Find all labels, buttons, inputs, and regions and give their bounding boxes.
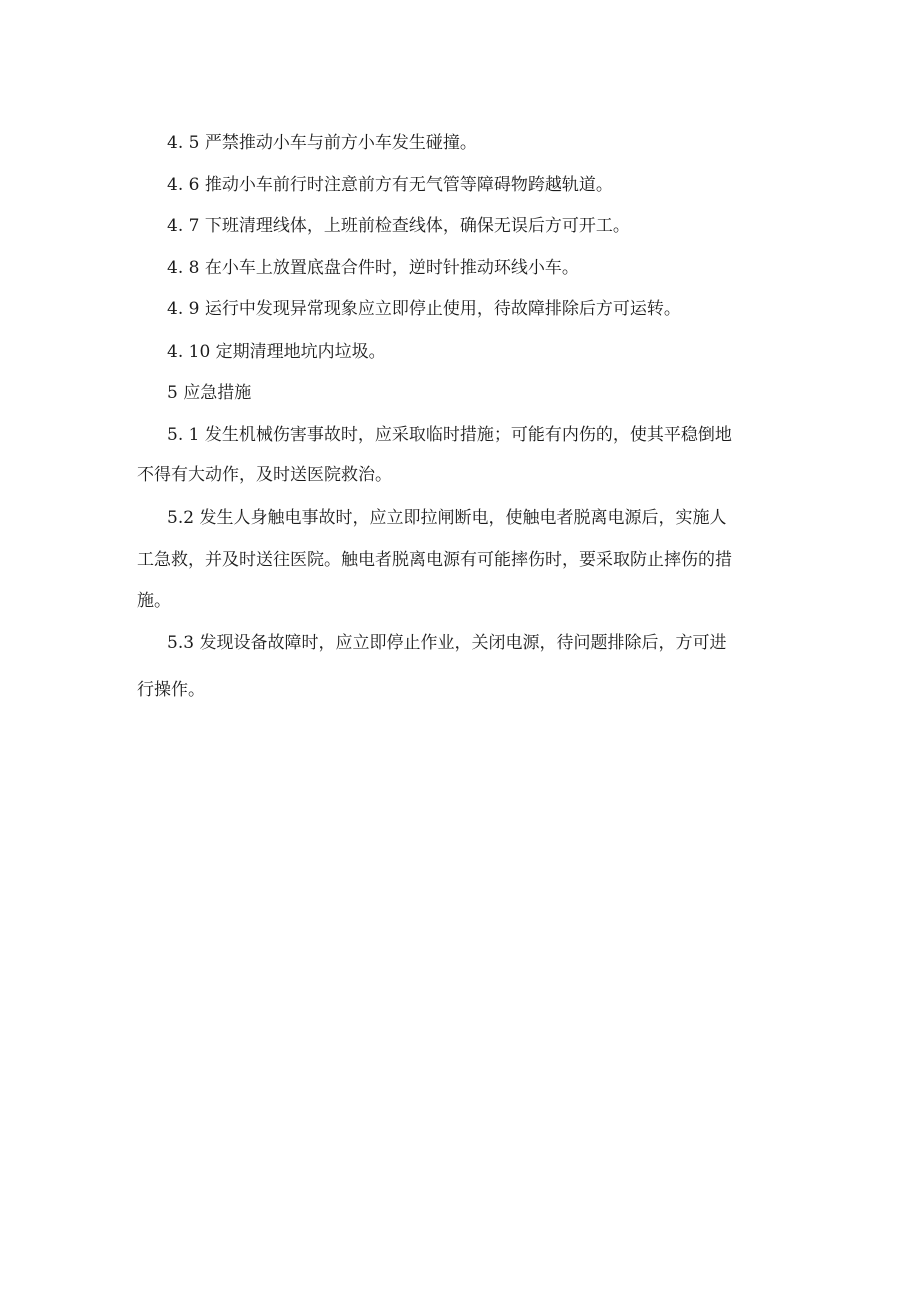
item-5-3-line-1: 5.3 发现设备故障时，应立即停止作业，关闭电源，待问题排除后，方可进 — [167, 633, 727, 653]
item-5-2-line-2: 工急救，并及时送往医院。触电者脱离电源有可能摔伤时，要采取防止摔伤的措 — [137, 550, 732, 570]
item-5-1-line-1: 5. 1 发生机械伤害事故时，应采取临时措施；可能有内伤的，使其平稳倒地 — [167, 425, 732, 445]
item-4-10: 4. 10 定期清理地坑内垃圾。 — [167, 342, 386, 362]
section-heading-5: 5 应急措施 — [167, 383, 252, 403]
item-4-5: 4. 5 严禁推动小车与前方小车发生碰撞。 — [167, 133, 477, 153]
item-4-8: 4. 8 在小车上放置底盘合件时，逆时针推动环线小车。 — [167, 258, 579, 278]
item-5-1-line-2: 不得有大动作，及时送医院救治。 — [137, 465, 392, 485]
item-4-6: 4. 6 推动小车前行时注意前方有无气管等障碍物跨越轨道。 — [167, 175, 613, 195]
item-4-7: 4. 7 下班清理线体，上班前检查线体，确保无误后方可开工。 — [167, 216, 630, 236]
item-5-3-line-2: 行操作。 — [137, 680, 205, 700]
item-5-2-line-1: 5.2 发生人身触电事故时，应立即拉闸断电，使触电者脱离电源后，实施人 — [167, 508, 727, 528]
item-4-9: 4. 9 运行中发现异常现象应立即停止使用，待故障排除后方可运转。 — [167, 299, 681, 319]
item-5-2-line-3: 施。 — [137, 591, 171, 611]
